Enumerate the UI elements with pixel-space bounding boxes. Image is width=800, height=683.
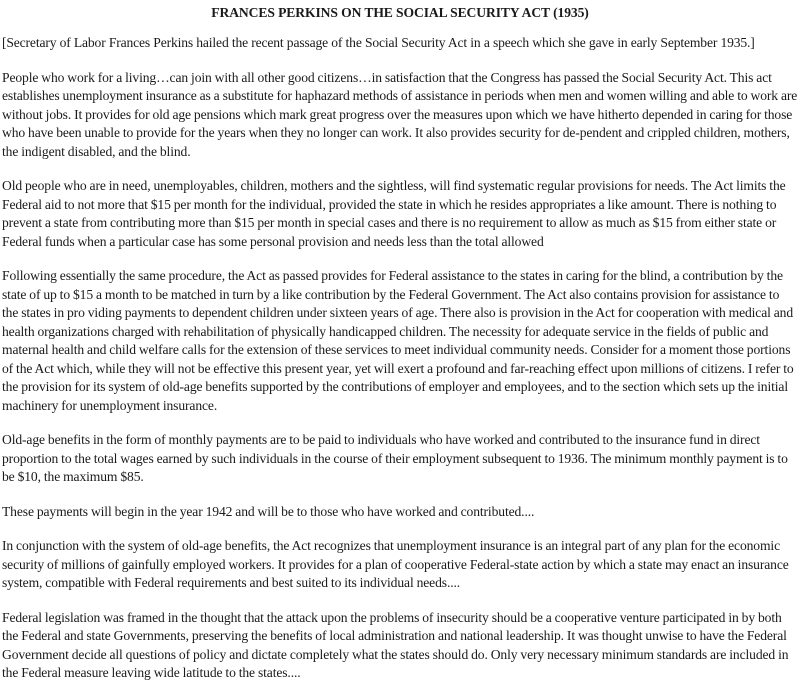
- paragraph-4: Old-age benefits in the form of monthly payments are to be paid to individuals who have worked and contributed to the insurance fund in direct proportion to the total wages earned by such individuals in the course of their employment subsequent to 1936. The minimum monthly payment is to be $10, the maximum $85.: [2, 432, 788, 484]
- paragraph-6: In conjunction with the system of old-age benefits, the Act recognizes that unemployment insurance is an integral part of any plan for the economic security of millions of gainfully employed workers. It provides for a plan of cooperative Federal-state action by which a state may enact an insurance system, compatible with Federal requirements and best suited to its individual needs....: [2, 538, 789, 590]
- document-page: [0, 4, 800, 683]
- paragraph-2: Old people who are in need, unemployables, children, mothers and the sightless, will find systematic regular provisions for needs. The Act limits the Federal aid to not more that $15 per month for the individual, provided the state in which he resides appropriates a like amount. There is nothing to prevent a state from contributing more than $15 per month in special cases and there is no requirement to allow as much as $15 from either state or Federal funds when a particular case has some personal provision and needs less than the total allowed: [2, 178, 786, 249]
- paragraph-7: Federal legislation was framed in the thought that the attack upon the problems of insecurity should be a cooperative venture participated in by both the Federal and state Governments, preserving the benefits of local administration and national leadership. It was thought unwise to have the Federal Government decide all questions of policy and dictate completely what the states should do. Only very necessary minimum standards are included in the Federal measure leaving wide latitude to the states....: [2, 609, 789, 680]
- document-title: FRANCES PERKINS ON THE SOCIAL SECURITY ACT (1935): [211, 5, 589, 20]
- paragraph-3: Following essentially the same procedure, the Act as passed provides for Federal assistance to the states in caring for the blind, a contribution by the state of up to $15 a month to be matched in turn by a like contribution by the Federal Government. The Act also contains provision for assistance to the states in pro viding payments to dependent children under sixteen years of age. There also is provision in the Act for cooperation with medical and health organizations charged with rehabilitation of physically handicapped children. The necessity for adequate service in the fields of public and maternal health and child welfare calls for the extension of these services to meet individual community needs. Consider for a moment those portions of the Act which, while they will not be effective this present year, yet will exert a profound and far-reaching effect upon millions of citizens. I refer to the provision for its system of old-age benefits supported by the contributions of employer and employees, and to the section which sets up the initial machinery for unemployment insurance.: [2, 268, 794, 413]
- paragraph-1: People who work for a living…can join with all other good citizens…in satisfaction that the Congress has passed the Social Security Act. This act establishes unemployment insurance as a substitute for haphazard methods of assistance in periods when men and women willing and able to work are without jobs. It provides for old age pensions which mark great progress over the measures upon which we have hitherto depended in caring for those who have been unable to provide for the years when they no longer can work. It also provides security for de-pendent and crippled children, mothers, the indigent disabled, and the blind.: [2, 69, 798, 159]
- paragraph-5: These payments will begin in the year 1942 and will be to those who have worked and contributed....: [2, 503, 535, 519]
- intro-note: [Secretary of Labor Frances Perkins hailed the recent passage of the Social Security Act in a speech which she gave in early September 1935.]: [2, 35, 755, 50]
